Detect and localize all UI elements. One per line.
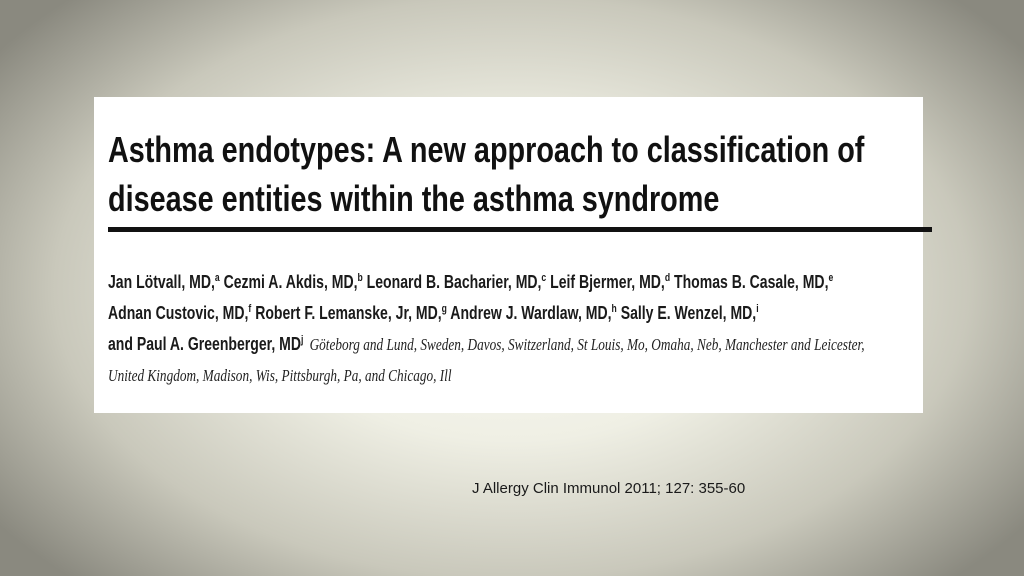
author: Jan Lötvall, MD, — [108, 272, 215, 292]
affiliation-marker: h — [611, 303, 617, 315]
author: Andrew J. Wardlaw, MD, — [450, 303, 612, 323]
journal-citation: J Allergy Clin Immunol 2011; 127: 355-60 — [472, 480, 746, 497]
author-line-2 — [108, 298, 888, 329]
affiliation-marker: j — [300, 334, 304, 346]
affiliation-marker: c — [541, 272, 547, 284]
affiliation-marker: g — [441, 303, 447, 315]
author: Cezmi A. Akdis, MD, — [223, 272, 358, 292]
paper-title-line-2: disease entities within the asthma syndrome — [108, 178, 720, 219]
author-line-1 — [108, 267, 888, 298]
affiliation-text: Göteborg and Lund, Sweden, Davos, Switzerland, St Louis, Mo, Omaha, Neb, Manchester and Leicester, — [309, 335, 865, 354]
affiliation-marker: d — [664, 272, 671, 284]
author: Adnan Custovic, MD, — [108, 303, 249, 323]
paper-title-line-1: Asthma endotypes: A new approach to classification of — [108, 129, 865, 170]
author: Sally E. Wenzel, MD, — [620, 303, 757, 323]
paper-title — [108, 125, 865, 223]
affiliation-marker: e — [828, 272, 834, 284]
affiliation-marker: a — [214, 272, 220, 284]
paper-header-clipping — [94, 97, 923, 413]
author: Leif Bjermer, MD, — [550, 272, 665, 292]
affiliation-marker: i — [756, 303, 759, 315]
author: Leonard B. Bacharier, MD, — [366, 272, 542, 292]
author: Thomas B. Casale, MD, — [673, 272, 829, 292]
author: Robert F. Lemanske, Jr, MD, — [255, 303, 442, 323]
author-list — [108, 267, 888, 391]
title-divider — [108, 227, 932, 232]
author-line-3 — [108, 329, 888, 360]
affiliation-marker: f — [248, 303, 252, 315]
author: and Paul A. Greenberger, MD — [108, 334, 301, 354]
affiliation-marker: b — [357, 272, 363, 284]
affiliation-text-continued: United Kingdom, Madison, Wis, Pittsburgh, Pa, and Chicago, Ill — [108, 366, 452, 385]
